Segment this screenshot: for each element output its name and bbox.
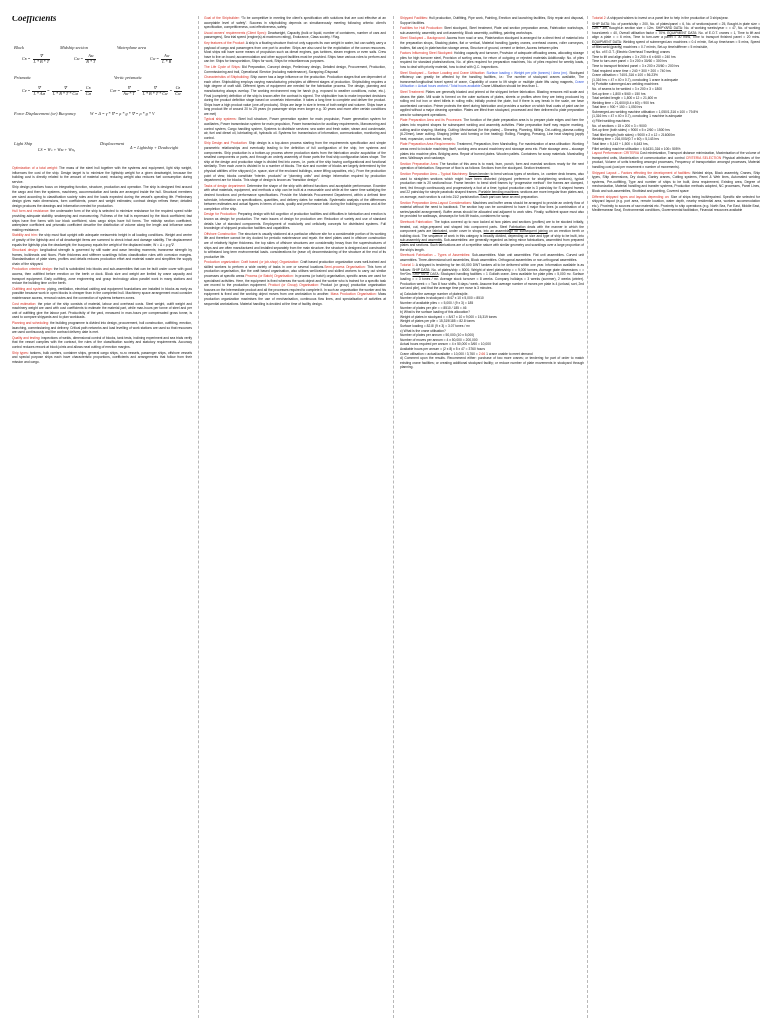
body-text: Stockyard efficiency can greatly be affected by the handling facilities, i.e.: The number of stockyard cranes available, The transverse/longitudinal travel speed of crane, Capability of crane to lift single or multiple plate lifts using magnets, bbox=[400, 70, 584, 84]
section-heading: Tutorial 1: bbox=[400, 263, 416, 268]
body-text: SHIPYARD DATA bbox=[412, 272, 439, 277]
formula-cw-num: Aᴡ bbox=[161, 54, 172, 60]
body-text: Set-up time (both sides) = 9000 x 5 x 2/60 = 1500 hrs bbox=[592, 128, 670, 133]
section-heading: The Life Cycle of Ships: bbox=[204, 64, 242, 69]
text-paragraph bbox=[400, 201, 584, 219]
section-heading: CRITERIA SELECTION bbox=[685, 155, 723, 160]
column-2-text bbox=[204, 16, 386, 306]
body-text: Plates are generally blasted and primed at the shipyard before fabrication. Blasting removes mill scale and cleans the plate. Mill scale is formed on the outer surfaces of plates, sheets or profiles when they are being produced by rolling red hot iron or steel billets in rolling mills; initially protect the plate, but if there is any break in the scale, we have accelerated corrosion. Primer protects the steel during fabrication and provides a surface on which final coats of paint can be applied without a major cleaning operation. Plates are lifted from stockyard, processed and then delivered to plate preparation area for subsequent operations. bbox=[400, 89, 584, 117]
section-heading: 2.66 bbox=[478, 351, 486, 356]
column-divider bbox=[198, 16, 199, 1018]
body-text: In process (or batch) organisation, specific areas are used for specialised activities. Here, the equipment is fixed whereas the work object and the worker who is trained for a specific task are moved to the production equipment. bbox=[204, 274, 386, 288]
section-heading: Plate Preparation Area Requirements: bbox=[400, 142, 457, 147]
section-heading: Key features of the Product: bbox=[204, 40, 246, 45]
body-text: deals with the manner in which the component parts are bbox=[400, 224, 584, 234]
section-heading: Steelwork Fabrication – Types of Assemblies: bbox=[400, 253, 472, 258]
body-text: 1 crane unable to meet demand bbox=[485, 351, 533, 356]
section-heading: Ship types: bbox=[12, 350, 30, 355]
formula-cvp-num3: Cʙ bbox=[175, 85, 181, 90]
section-heading: Goal of the Shipbuilder: bbox=[204, 16, 241, 20]
column-3 bbox=[400, 16, 584, 1018]
text-paragraph bbox=[400, 356, 584, 370]
body-text: Surface loading = 82.8/ (9 x 3) = 3.07 tones / m² bbox=[400, 324, 471, 328]
body-text: . Sub-assemblies: are generally regarded as being minor fabrications, assembled from prepared plates and sections. Such fabrications are of a repetitive nature with similar geometry and scantlings over a large proportion of the ship’s length. bbox=[400, 238, 584, 252]
column-1 bbox=[12, 16, 192, 1018]
formula-cvp-lhs: Cᴠᴘ = bbox=[110, 88, 121, 94]
text-paragraph bbox=[204, 41, 386, 64]
section-heading: Characteristics of Shipbuilding: bbox=[204, 75, 251, 80]
body-text: EQUIPMENT DATA bbox=[667, 30, 697, 35]
body-text: Physical attributes of the product, Volume of units travelling amongst processes, Frequency of transportation amongst processes, Material handling cost (cost per movement x number of movements). bbox=[592, 155, 760, 169]
formula-cw bbox=[150, 54, 173, 64]
text-paragraph bbox=[12, 321, 192, 335]
formula-displacement: Δ = Lightship + Deadweight bbox=[130, 145, 179, 150]
text-paragraph bbox=[12, 166, 192, 184]
text-paragraph bbox=[592, 171, 760, 194]
label-light-ship: Light Ship bbox=[14, 141, 33, 146]
formula-cp-num2: ∇ bbox=[52, 86, 79, 92]
section-heading: Steelwork Fabrication: bbox=[400, 219, 435, 224]
text-paragraph bbox=[204, 65, 386, 74]
body-text: Hull production, Outfitting, Pipe work, Painting, Erection and launching facilities, Ship repair and disposal, Support facilities. bbox=[400, 16, 584, 25]
body-text: Treatment, Preparation, then Marshalling. For maximization of area utilisation: Working areas need to include machining itself, working area around machinery and stowage area etc. Plate stowage area – stowage plates into machine piles. Bridging area. Repair of burned plates. Wooden pallets. Containers for scrap materials. Marshalling area. Walkways and roadways bbox=[400, 142, 584, 161]
column-2 bbox=[204, 16, 386, 1018]
text-paragraph bbox=[400, 118, 584, 141]
label-midship: Midship section bbox=[60, 45, 88, 50]
body-text: : No. of panels/ship = 200, No. of plates/panel = 6, No. of sections/panel = 25, Bought-in plate size = 12m * 3m, Bought-in section size = 12m. bbox=[592, 21, 760, 31]
formula-cvp-den2: L * B * T * Cᴡ bbox=[142, 90, 168, 96]
body-text: Ship design is a top-down process starting from the requirements specification and simple parametric relationships and eventually leading to the definition of full configuration of the ship, her systems and components. Ship production is a bottom-up process where production starts from the fabrication and/or acquisition of the smallest components or parts, and through an orderly assembly of those parts the final ship configuration takes shape. The ship at the design and production stage is divided first into zones, i.e. parts of the ship having configurational and functional similarity. Then each zone is divided in to a number of blocks. The size and number of blocks are largely determined by the physical abilities of the shipyard (i.e. space, size of the enclosed buildings, crane lifting capacities, etc.). From the production point of view, blocks constitute “interim. products” or “planning units” and design information required by production department are for blocks. This stage of design is known as “transition design”. bbox=[204, 141, 386, 183]
body-text: Crane Utilisation should be less than 1. bbox=[481, 84, 539, 89]
body-text: a) No. of E.O.T. (Electric Overhead Travelling) cranes bbox=[592, 50, 670, 55]
body-text: Time to lift and align plates = 3 x 200 x 6 x 6/60 = 240 hrs bbox=[592, 54, 676, 59]
body-text: Fabrication bbox=[509, 224, 526, 229]
formula-force: W = Δ = γ * ∇ = ρ * g * ∇ = ρ * g * V bbox=[90, 111, 155, 116]
body-text: SHIPYARD DATA bbox=[655, 26, 682, 31]
label-displacement: Displacement bbox=[100, 141, 125, 146]
body-text: a) Calculate the average number of plates/pile. bbox=[400, 291, 469, 296]
text-paragraph bbox=[12, 287, 192, 301]
text-paragraph bbox=[400, 162, 584, 171]
body-text: No. of sections = 15 x 200 x 3 = 9000 bbox=[592, 123, 647, 128]
text-paragraph bbox=[204, 31, 386, 40]
text-paragraph bbox=[12, 185, 192, 208]
body-text: Time to transport finished panel = 3 x 200 x 20/60 = 200 hrs bbox=[592, 63, 680, 68]
body-text: Steel hull structure, Power generation system for main propulsion, Power generation system for auxiliaries, Power transmission system for main propulsion, Power transmission for auxiliary requirements, Manoeuvring and control system, Cargo handling system, Systems to distribute services: sea water and fresh water, steam and condensate, air, fuel and diesel oil, lubricating oil, hydraulic oil. Systems for: transmission of information, communication, monitoring and control. bbox=[204, 117, 386, 140]
body-text: Total required crane time = 240 + 300 + 200 = 740 hrs bbox=[592, 68, 671, 73]
body-text: Preparing design with full cognition of production facilities and difficulties in fabrication and erection is known as design for production. The main issues of design for production are: Reduction of variety and use of standard details Use of standard components. Employment of modularity and cellularity concepts for distributed systems. Full knowledge of shipyard production facilities and capabilities. bbox=[204, 212, 386, 231]
body-text: Number of moves per annum = 4 x 50,000 = 200,000 bbox=[400, 337, 478, 342]
text-paragraph bbox=[592, 151, 760, 169]
body-text: , under cover in shops, bbox=[447, 229, 484, 234]
body-text: Welding time = 216,000/(0.7 x 60) = 5,143 hrs bbox=[592, 137, 660, 142]
section-heading: Planning and scheduling: bbox=[12, 321, 51, 325]
column-divider bbox=[587, 16, 588, 1018]
column-3-text bbox=[400, 16, 584, 370]
body-text: The function of the plate preparation area is to prepare plate edges and form the plates into required shapes for subsequent welding and assembly activities. Plate preparation itself may require marking, cutting and/or shaping. Marking. Cutting: Mechanical (for thin plates) – Shearing, Planning, Milling. Oxi-cutting, plasma cutting (6-20mm), laser cutting. Shaping (either cold forming or line heating): Rolling, Flanging, Pressing, Line heat shaping (apply heat, expansion, contraction, bend). bbox=[400, 118, 584, 141]
formula-cvp-num2: ∇ bbox=[142, 86, 169, 92]
section-heading: Section Preparation Area – Typical Machinery: bbox=[400, 172, 469, 176]
body-text: on an erection berth or building dock. The sequence of work in this category is broadly divided, depending on size and type of ship to be built, into bbox=[400, 229, 584, 238]
formula-cp-den3: Cᴍ bbox=[85, 90, 91, 96]
text-paragraph bbox=[400, 220, 584, 252]
body-text: the hull is subdivided into blocks and sub-assemblies that can be built under cover with good access, then outfitted before erection on the berth or dock. Block size and weight are limited by crane capacity and transport equipment. Early outfitting, zone engineering and group technology allow parallel work in many stations and reduce the building time on the berth. bbox=[12, 267, 192, 286]
formula-cp-num1: ∇ bbox=[32, 86, 45, 92]
coefficients-title: Coefficients bbox=[12, 16, 57, 23]
body-text: Total time = 900 + 150 = 1,050 hrs bbox=[592, 105, 643, 110]
formula-cb-num: ∇ bbox=[33, 54, 51, 60]
formula-cb-lhs: Cʙ = bbox=[22, 56, 31, 62]
formula-cm-num: Aᴍ bbox=[85, 54, 96, 60]
body-text: Fillet welding machine utilisation = 6,643/1,316 x 100= 505% bbox=[592, 146, 681, 151]
text-paragraph bbox=[400, 142, 584, 160]
body-text: c) What is the crane utilisation? bbox=[400, 328, 446, 333]
section-heading: Cost estimation: bbox=[12, 301, 38, 306]
text-paragraph bbox=[400, 263, 584, 291]
label-prismatic: Prismatic bbox=[14, 75, 32, 80]
body-text: Bid Preparation, Concept design, Preliminary design, Detailed design, Procurement, Production, Commissioning and trail, Operational /Service (including maintenance), Scrapping /Disposal bbox=[204, 64, 386, 74]
body-text: Sub-assemblies. Main unit assemblies: Flat unit assemblies. Curved unit assemblies. Three-dimensional unit assemblies, Block assemblies. Orthogonal assemblies or non-orthogonal assemblies. bbox=[400, 253, 584, 262]
body-text: Product (or group) production organisation focuses on the intermediate product and all the processes required to complete it. In such an organisation the worker and his equipment is fixed and the working object moves from one workstation to another. bbox=[204, 283, 386, 297]
text-paragraph bbox=[400, 71, 584, 89]
section-heading: Production organization: Craft based (or job-shop) Organization: bbox=[204, 260, 301, 265]
body-text: the ship must float upright with adequate metacentric height in all loading conditions. Weight and centre of gravity of the lightship and of all deadweight items are summed to check intact and damage stability. The displacement equals the lightship plus the deadweight; the buoyancy equals the weight of the displaced water, W = Δ = ρ g ∇. bbox=[12, 233, 192, 247]
text-paragraph bbox=[204, 16, 386, 30]
body-text: sub-assembly and assembly bbox=[400, 238, 442, 243]
section-heading: Shipyard Layout – Factors effecting the development of facilities: bbox=[592, 170, 693, 175]
formula-cp: Cᴘ = ∇ L * Aᴍ = ∇ L * B * T * Cᴍ = $\frac{\text{Cʙ}}{\text{Cᴍ}}$ bbox=[22, 85, 91, 96]
formula-cm-den: B * T bbox=[86, 58, 96, 64]
column-1-text bbox=[12, 166, 192, 364]
section-heading: Plate Preparation Area and its Processes: bbox=[400, 118, 464, 123]
section-heading: Shipyard Facilities: bbox=[400, 16, 429, 20]
label-waterplane: Waterplane area bbox=[117, 45, 147, 50]
body-text: SHIP DATA bbox=[412, 267, 430, 272]
formula-cm-lhs: Cᴍ = bbox=[74, 56, 84, 62]
text-paragraph bbox=[400, 16, 584, 25]
text-paragraph bbox=[12, 248, 192, 266]
body-text: A shipyard wishes to invest on a panel line to help in the production of 3 ships/year. bbox=[607, 16, 729, 20]
formula-cvp-num1: ∇ bbox=[122, 86, 136, 92]
formula-cp-num3: Cʙ bbox=[85, 85, 91, 90]
body-text: Set-up time = 1,800 x 5/60 = 150 hrs bbox=[592, 91, 646, 96]
coefficients-formulas bbox=[12, 16, 192, 166]
formula-cvp: Cᴠᴘ = ∇ Aᴡ * T = ∇ L * B * T * Cᴡ = $\frac{\text{Cʙ}}{\text{Cᴡ}}$ bbox=[110, 85, 181, 96]
label-force-displacement: Force Displacement (or) Buoyancy bbox=[14, 111, 76, 116]
text-paragraph bbox=[204, 117, 386, 140]
section-heading: Mass Production Organisation: bbox=[330, 292, 379, 297]
formula-light-ship: LS = Wₛ + Wᴍ + Wᴏₐ bbox=[38, 147, 76, 152]
section-heading: Typical ship systems: bbox=[204, 117, 239, 122]
body-text: SHIP DATA bbox=[592, 21, 610, 26]
body-text: Craft based production organization uses well-trained and skilled workers to perform a wide variety of tasks in one or several locations. bbox=[204, 260, 386, 269]
text-paragraph bbox=[400, 253, 584, 262]
body-text: Available hours per annum = (2 x 8) x 5 x 47 = 3760 hours bbox=[400, 346, 485, 351]
text-paragraph bbox=[592, 195, 760, 213]
text-paragraph bbox=[204, 260, 386, 306]
text-paragraph bbox=[204, 75, 386, 116]
body-text: Beam bender bbox=[468, 172, 489, 176]
section-heading: Stability and trim: bbox=[12, 233, 39, 238]
text-paragraph bbox=[12, 336, 192, 350]
body-text: Total welded length = 1,800 x 12 = 21,600 m bbox=[592, 96, 657, 101]
formula-cw-den: L * B bbox=[162, 58, 172, 64]
text-paragraph bbox=[204, 212, 386, 230]
body-text: A shipyard is tendering for ten 60,000 DWT tankers all to be delivered within one year. Information available is as follows: bbox=[400, 263, 584, 272]
section-heading: Production oriented design: bbox=[12, 267, 54, 272]
section-heading: Tasks of design department: bbox=[204, 183, 247, 188]
body-text: : sections are more irregular than plates and, on average, each section is cut into 21/2 parts/section. Each part can have an end preparation. bbox=[400, 190, 584, 199]
section-heading: Outfitting and systems: bbox=[12, 286, 48, 291]
body-text: Number of available piles = = 5,000 / (9 x 3) = 185 bbox=[400, 301, 474, 306]
section-heading: Hull form and resistance: bbox=[12, 209, 51, 214]
text-paragraph bbox=[12, 233, 192, 247]
text-paragraph bbox=[204, 141, 386, 182]
section-heading: Layout Performance: CRITERIA bbox=[592, 151, 640, 156]
body-text: Weight of plates in stockyard = = 8/47 x 10 x 9,000 = 15,319 tones bbox=[400, 314, 497, 319]
formula-cm bbox=[74, 54, 97, 64]
body-text: Ship owner has a large influence on the production. Production stages that are dependent of each other. Shipbuilding employs varying manufacturing principles at different stages of production. Shipbuilding requires a high degree of craft skill. Different types of equipment are needed for the fabrication process. The design, planning and manufacturing always overlap. The working environment may be harsh (e.g. exposed to weather conditions, noise, etc.). Final (complete) definition of the ship is known after the contract is signed. The shipbuilder has to make important decisions during the product definition stage based on uncertain information. It takes a long time to complete and deliver the product. Ships have a high product value (one-off products). Ships are large in size in terms of both weight and volume. Ships have a long product life of around 20 to 25 years (in passenger ships even longer e.g. 30 years and more after certain conditions are met) bbox=[204, 75, 386, 116]
body-text: A ship is a floating structure that not only supports its own weight in water, but can safely carry a payload of cargo and passengers from one port to another. Ships are also used for the exploitation of the ocean resources. Most ships will have some means of propulsion such as diesel engines, gas turbines, steam engines or even sails. Crew have to live on board; accommodation and other support facilities must be provided. Ships have various roles to perform and can be: Ships for transportation, Ships for work, Ships for miscellaneous purposes. bbox=[204, 40, 386, 64]
body-text: The mass of the steel hull together with the systems and equipment, light ship weight, influences the cost of the ship. Design target is to minimize the lightship weight for a given deadweight, because the building cost is directly related to the amount of material used; reducing weight also reduces fuel consumption during service. bbox=[12, 166, 192, 184]
body-text: Welding time = 21,600/(0.4 x 60) = 900 hrs bbox=[592, 100, 655, 105]
body-text: Crane utilisation = actual/available = 10,000 / 3,760 = bbox=[400, 351, 479, 356]
body-text: longitudinal strength is governed by still water and wave bending moments; transverse strength by frames, bulkheads and floors. Plate thickness and stiffener scantlings follow classification rules with corrosion margins. Standardisation of plate sizes, profiles and details reduces production effort and material waste and simplifies the supply chain of the shipyard. bbox=[12, 248, 192, 266]
body-text: Weight of plates per pile = 15,319/185 = 82.8 tones bbox=[400, 319, 475, 324]
section-heading: Ship Design and Production: bbox=[204, 141, 249, 146]
formula-cp-lhs: Cᴘ = bbox=[22, 88, 31, 94]
formula-cw-lhs: Cᴡ = bbox=[150, 56, 160, 62]
body-text: into an assemblage for subsequent joining bbox=[483, 229, 548, 234]
body-text: : to bend various types of sections, i.e. camber deck beams, also used to straighten sections which might have been distorted (shipyard preference for straightening sections), typical production rate is 20 sections/hour. Frame bender: to bend shell frames by “progressive method”: the frames are clamped, bent, fed through continuously and progressively a foot at a time; typical production rate is 3 pairs/day for S shaped frames and 22 pairs/day for simple parabolic shaped frames. bbox=[400, 172, 584, 195]
section-heading: Section Preparation Area: bbox=[400, 161, 440, 166]
formula-cp-den1: L * Aᴍ bbox=[33, 90, 45, 96]
body-text: Ship design practices focus on integrating function, structure, production and operation. The ship is designed first around the cargo and then the systems, machinery, accommodation and tanks are arranged inside the hull. Structural members are sized according to classification society rules and the loads expected during the vessel's operating life. Preliminary design gives main dimensions, form coefficients, power and weight estimates; contract design refines these; detailed design produces the drawings and information needed for production. bbox=[12, 185, 192, 208]
formula-cvp-den3: Cᴡ bbox=[175, 90, 181, 96]
section-heading: Different shipyard types and layouts depending on: bbox=[592, 194, 671, 199]
body-text: Size of ships being built/repaired. Specific site selected for shipyard layout (e.g. port area, remote location, water depth, nearby residential area, workers accommodation etc.). Proximity to sources of raw material etc. Proximity to ship operations (e.g. North Sea, Far East, Middle East, Mediterranean Sea), Environmental conditions, Governmental facilitation, Financial resources available bbox=[592, 194, 760, 213]
section-heading: Steel Treatment: bbox=[400, 89, 426, 94]
body-text: b) Portable submerged-arc welding machines bbox=[592, 82, 659, 87]
body-text: (1,316 hrs = 47 x 40 x 0.7), concluding 1 crane is adequate bbox=[592, 77, 679, 82]
text-paragraph bbox=[204, 184, 386, 212]
body-text: Determine the shape of the ship with defined functions and acceptable performance. Examine with what materials, equipment, and methods a ship can be built at a reasonable cost while at the same time satisfying the desired functions and performance specifications. Provide the Materials Procurement Department, within a defined time schedule, information on specifications, quantities, and delivery dates for materials. Systematic analysis of the differences between estimates and actual figures in terms of costs, quality and performance both during the building process and at the completion of the ship. bbox=[204, 183, 386, 211]
column-4-text bbox=[592, 16, 760, 213]
body-text: Total time = 5,143 + 1,500 = 6,643 hrs, bbox=[592, 142, 649, 147]
body-text: Machines and buffer areas should be arranged to provide an orderly flow of material without the need to backtrack. The section bay can be considered to have 4 major flow lines (a combination of a series/parallel arrangement). Buffer areas should be allocated and adjacent to work sites. Finally, sufficient space must also be provided for walkways, clearways for fork lift trucks, containers for scrap. bbox=[400, 200, 584, 219]
section-heading: Offshore Construction: bbox=[204, 231, 239, 236]
text-paragraph bbox=[592, 16, 760, 21]
body-text: tankers, bulk carriers, container ships, general cargo ships, ro-ro vessels, passenger ships, offshore vessels and special purpose ships each have characteristic proportions, coefficients and arrangements that follow from their mission and cargo. bbox=[12, 350, 192, 364]
body-text: Number of plates per annum = 50,000 (10 x 5,000) bbox=[400, 333, 475, 338]
body-text: : Stockyard handling facilities = 1 Goliath crane. Area available for plate piles = 5,000 m². Surface loading = = 3 tones / m². Average stock turnover = 8 weeks. Company holidays = 3 weeks (summer), 2 weeks (winter). Production week = = Two 8 hour shifts, 5 days / week. Assume that average number of moves per plate is 4 (unload, sort, 2nd sort and pile), and that the average time per move is 3 minutes. bbox=[400, 272, 584, 291]
body-text: fabricated bbox=[432, 229, 448, 234]
formula-text: Surface loading = Weight per pile (tonnes) / Area (m²). bbox=[486, 70, 570, 75]
body-text: b) What is the surface loading of this allocation? bbox=[400, 310, 471, 315]
body-text: Actual hours required per annum = 4 x 50,000 x 3/60 = 10,000 bbox=[400, 342, 491, 347]
formula-cvp-den1: Aᴡ * T bbox=[123, 90, 135, 96]
section-heading: Quality and testing: bbox=[12, 335, 42, 340]
section-heading: Steel Stockyard – Surface Loading and Crane Utilisation: bbox=[400, 70, 487, 75]
body-text: c) Fillet welding machines bbox=[592, 119, 630, 124]
formula-cb-den: L * B * T bbox=[33, 58, 50, 64]
body-text: Number of plates per pile = = 8510 / 185 = 46 bbox=[400, 305, 467, 310]
body-text: the building programme is divided into design, procurement, hull construction, outfitting, erection, launching, commissioning and delivery. Critical path networks and load levelling of work stations are used so that resources are used continuously and the contract delivery date is met. bbox=[12, 321, 192, 335]
body-text: inspections of welds, dimensional control of blocks, tank tests, inclining experiment and sea trials verify that the vessel complies with the contract, the rules of the classification society and statutory requirements. Accuracy control reduces rework at block joints and allows neat cutting of erection margins. bbox=[12, 335, 192, 349]
body-text: piping, ventilation, electrical cabling and equipment foundations are installed in blocks as early as possible because work in open blocks is cheaper than in the completed hull. Machinery space arrangement must consider maintenance access, removal routes and the connection of systems between zones. bbox=[12, 286, 192, 301]
body-text: Steel stockyard, Steel treatment, Plate and section preparation areas, Fabrication workshops, sub-assembly, assembly and unit assembly, Block assembly, outfitting, painting workshops. bbox=[400, 26, 584, 35]
body-text: Time to turn-over panel = 3 x 200 x 30/60 = 300 hrs bbox=[592, 59, 668, 64]
body-text: EQUIPMENT DATA bbox=[592, 39, 621, 44]
body-text: The structure is usually stationed at a particular offshore site for a considerable portion of its working life and therefore cannot be dry docked for periodic maintenance and repair. the steel plates used in offshore construction are of relatively higher thickness. the top sides of offshore structures are considerably heavy than the superstructures of ships and are often manufactured and installed separately from the main structure. the structure is designed and constructed to withstand long term environmental loads. considerations for (ease of) decommissioning of the structure at the end of its productive life. bbox=[204, 231, 386, 259]
body-text: This form of production organisation, like the craft based organisation, also utilises well-trained and skilled workers to carry out similar processes at specific areas bbox=[204, 264, 386, 279]
section-heading: Factors Influencing Steel Stockyard: bbox=[400, 51, 455, 56]
section-heading: Structural design: bbox=[12, 248, 40, 253]
body-text: Holding capacity and turnover, Provision of adequate offloading areas, allocating storage piles for high turnover steel, Provision of sorting areas, for return of outgoing or rejected materials Additionally: No. of piles required for standard plates/sections, No. of piles required for preparation machines, No. of piles required for weekly loads, how to deal with priority material, how to deal with Q.C. inspections. bbox=[400, 51, 584, 69]
body-text: Deadweight, Capacity (bulk or liquid, number of containers, number of cars and passengers), Sea trial speed (engine(s) at maximum rating), Endurance, Class society / Flag. bbox=[204, 30, 386, 40]
body-text: Submerged-arc welding machine utilisation = 1,050/1,316 x 100 = 79.8% bbox=[592, 109, 699, 114]
text-paragraph bbox=[12, 302, 192, 320]
text-paragraph bbox=[12, 351, 192, 365]
body-text: Total fillet length (both sides) = 9000 x 2 x 12 = 216000m bbox=[592, 132, 675, 137]
section-heading: Semi-process Organisation: bbox=[324, 264, 368, 269]
body-text: : No. of working weeks/year = = 47, No. of working hours/week = 40, Overall utilisation factor = 70%. bbox=[592, 26, 760, 35]
body-text: Welded ships, Block assembly, Cranes, Ship types, Ship dimensions, Dry docks, Gantry cranes, Cutting systems, Panel & Web lines, Automated welding systems, Pre-outfitting, Type and number of ships to be built, Area requirement, Existing area, Degree of mechanization, Material handling and transfer systems, Production methods adopted, NC processes, Panel Lines, Block and sub-assemblies, Shotblast and painting, Covered space bbox=[592, 170, 760, 193]
text-paragraph bbox=[12, 267, 192, 285]
text-paragraph bbox=[204, 232, 386, 260]
text-paragraph bbox=[400, 51, 584, 69]
body-text: The topics covered up to now looked at how plates and sections (profiles) are to be stocked initially, treated, cut, edge-prepared and shaped into component parts. Steel bbox=[400, 219, 584, 229]
body-text: Access from road or sea, Plate/section stockyard is arranged for a direct feed of material into the preparation shops, Stacking plates, flat or vertical, Material handling (gantry cranes, overhead cranes, roller conveyors, trailers, flat cars) in plate/section storage areas, Structure of ground, cement or timber, Access between piles bbox=[400, 36, 584, 50]
body-text: : No. of plates/ship = 5000. Weight of steel plates/ship = = 9,000 tonnes. Average plate dimensions = = 9m*3m. bbox=[400, 267, 584, 277]
body-text: Number of plates in stockyard = 8/47 x 10 x 5,000 = 8510 bbox=[400, 296, 484, 301]
column-4 bbox=[592, 16, 760, 1018]
body-text: Portable bending machines bbox=[478, 190, 519, 195]
text-paragraph bbox=[400, 36, 584, 50]
section-heading: Process (or Batch) Organisation: bbox=[245, 274, 295, 279]
text-paragraph bbox=[12, 209, 192, 232]
text-paragraph bbox=[400, 172, 584, 200]
formula-cp-den2: L * B * T * Cᴍ bbox=[52, 90, 78, 96]
section-heading: Facilities for Hull Production: bbox=[400, 26, 445, 31]
body-text: No. of seams to be welded = 3 x 200 x 3 = 1800 bbox=[592, 86, 663, 91]
section-heading: Product (or Group) Organisation: bbox=[268, 283, 321, 288]
column-divider bbox=[393, 16, 394, 1018]
body-text: (1,316 hrs = 47 x 40 x 0.7), concluding 1 machine is adequate bbox=[592, 114, 683, 119]
text-paragraph bbox=[400, 90, 584, 118]
body-text: Cost minimization, Transport distance minimization, Maximisation of the volume of transported units, Maximization of communication and control bbox=[592, 151, 760, 160]
section-heading: Tutorial 2: bbox=[592, 16, 608, 20]
body-text: The function of this area is to mark, burn, punch, form and marshal sections ready for the next operation of fabrication. Sequence of flow is as follows: Sections from the stockyard. Section treatment. bbox=[400, 161, 584, 171]
section-heading: Optimization of a total weight: bbox=[12, 166, 60, 170]
section-heading: Design for Production: bbox=[204, 212, 238, 217]
body-text: the price of the ship consists of material, labour and overhead costs. Steel weight, outfit weight and machinery weight are used with cost coefficients to estimate the material part, while man-hours per tonne of steel and per unit of outfitting give the labour part. Productivity of the yard, measured in man-hours per compensated gross tonne, is used to compare shipyards and to plan workloads. bbox=[12, 301, 192, 320]
section-heading: Steel Stockyard – Background: bbox=[400, 36, 447, 41]
body-text: d) Comment upon the results. Recommend either: purchase of two more cranes; or tendering for part of order to match existing crane facilities; or creating additional stockyard facility; or reduce number of plate movements in stockyard through planning. bbox=[400, 356, 584, 370]
section-heading: Section Preparation Area-Layout Considerations: bbox=[400, 200, 473, 205]
formula-text: Crane Utilisation = Actual hours worked / Total hours available bbox=[400, 79, 584, 89]
body-text: “To be competitive in meeting the client’s specification with solutions that are cost effective at an acceptable level of safety”. Success in shipbuilding depends on simultaneously meeting following criteria: client’s specification, competitiveness, cost effectiveness, safety. bbox=[204, 16, 386, 30]
body-text: : No. of E.O.T. cranes = 1, Time to lift and align a plate = = 6 mins, Time to turn-over a panel = 30 mins, Time to transport finished panel = 20 mins. bbox=[592, 30, 760, 40]
body-text: Mass production organization maximises the use of mechanisation, continuous flow lines, and specialisation of activities at sequential workstations. Material handling is decided at the time of facility design. bbox=[204, 292, 386, 306]
body-text: : Welding speed of submerged-arc machines = 0.4 m/min, Set-up time/seam = 5 mins, Speed of fillet-weld (gravity) machines = 0.7 m/min, Set-up time/stiffener = 5 mins/side, bbox=[592, 39, 760, 49]
formula-cb bbox=[22, 54, 51, 64]
label-block: Block bbox=[14, 45, 24, 50]
body-text: the underwater form of the ship is selected to minimize resistance for the required speed while providing adequate stability, seakeeping and manoeuvring. Fullness of the hull is expressed by the block coefficient; fast ships have fine forms with low block coefficient, slow cargo ships have full forms. The midship section coefficient, waterplane coefficient and prismatic coefficient describe the distribution of volume along the length and influence wave making resistance. bbox=[12, 209, 192, 232]
label-vertic-prismatic: Vertic prismatic bbox=[114, 75, 142, 80]
text-paragraph bbox=[400, 26, 584, 35]
text-paragraph bbox=[592, 22, 760, 50]
section-heading: Usual owners’ requirements (Client Spec): bbox=[204, 30, 268, 35]
body-text: Crane utilisation = 740/1,316 x 100 = 56.23% bbox=[592, 73, 658, 78]
